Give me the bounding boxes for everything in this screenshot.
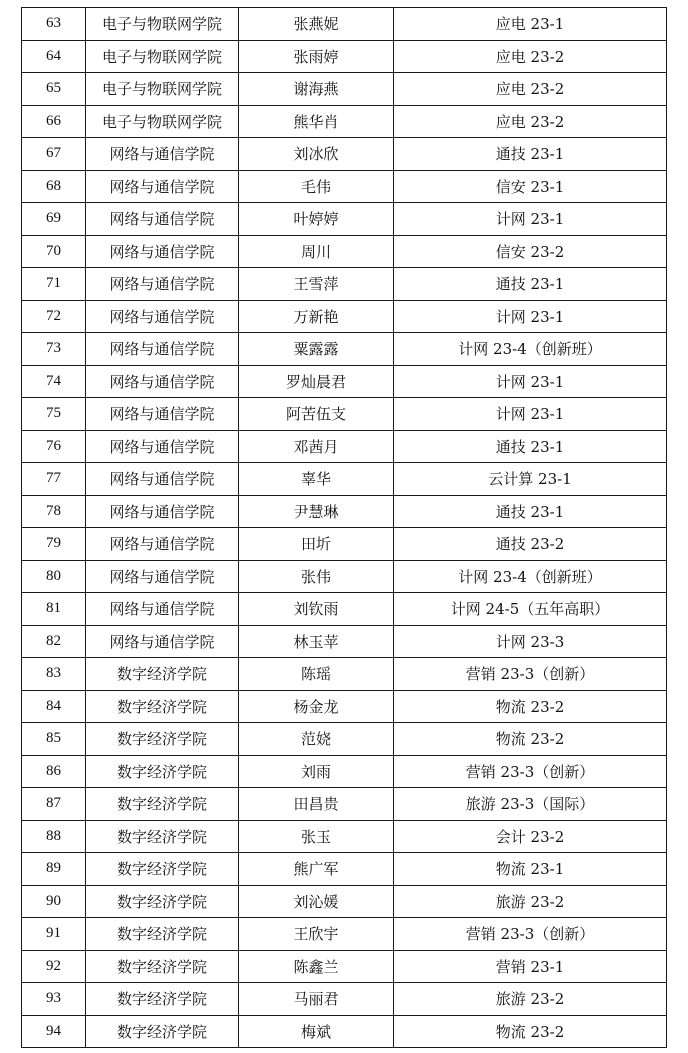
student-name-cell: 王欣宇: [239, 918, 394, 951]
row-number-cell: 75: [22, 398, 86, 431]
student-name-cell: 毛伟: [239, 170, 394, 203]
row-number-cell: 87: [22, 788, 86, 821]
student-name-cell: 熊广军: [239, 853, 394, 886]
row-number-cell: 93: [22, 983, 86, 1016]
college-cell: 网络与通信学院: [86, 203, 239, 236]
row-number-cell: 77: [22, 463, 86, 496]
table-row: [22, 105, 667, 138]
row-number-cell: 71: [22, 268, 86, 301]
table-row: [22, 463, 667, 496]
table-row: [22, 430, 667, 463]
row-number-cell: 78: [22, 495, 86, 528]
student-name-cell: 尹慧琳: [239, 495, 394, 528]
table-row: [22, 73, 667, 106]
row-number-cell: 84: [22, 690, 86, 723]
college-cell: 电子与物联网学院: [86, 8, 239, 41]
row-number-cell: 91: [22, 918, 86, 951]
class-cell: 信安 23-1: [394, 170, 667, 203]
student-name-cell: 刘沁媛: [239, 885, 394, 918]
row-number-cell: 72: [22, 300, 86, 333]
table-row: [22, 918, 667, 951]
table-row: [22, 203, 667, 236]
row-number-cell: 82: [22, 625, 86, 658]
row-number-cell: 74: [22, 365, 86, 398]
student-name-cell: 辜华: [239, 463, 394, 496]
class-cell: 计网 23-4（创新班）: [394, 560, 667, 593]
row-number-cell: 92: [22, 950, 86, 983]
class-cell: 旅游 23-3（国际）: [394, 788, 667, 821]
table-row: [22, 365, 667, 398]
row-number-cell: 89: [22, 853, 86, 886]
class-cell: 计网 23-1: [394, 300, 667, 333]
table-row: [22, 40, 667, 73]
college-cell: 网络与通信学院: [86, 463, 239, 496]
class-cell: 营销 23-3（创新）: [394, 918, 667, 951]
college-cell: 网络与通信学院: [86, 170, 239, 203]
class-cell: 营销 23-1: [394, 950, 667, 983]
student-name-cell: 刘雨: [239, 755, 394, 788]
row-number-cell: 94: [22, 1015, 86, 1048]
table-row: [22, 853, 667, 886]
student-name-cell: 粟露露: [239, 333, 394, 366]
college-cell: 网络与通信学院: [86, 495, 239, 528]
college-cell: 数字经济学院: [86, 853, 239, 886]
college-cell: 网络与通信学院: [86, 560, 239, 593]
row-number-cell: 64: [22, 40, 86, 73]
class-cell: 物流 23-2: [394, 723, 667, 756]
student-name-cell: 王雪萍: [239, 268, 394, 301]
class-cell: 物流 23-2: [394, 690, 667, 723]
row-number-cell: 69: [22, 203, 86, 236]
roster-sheet: [21, 7, 667, 1048]
table-row: [22, 8, 667, 41]
row-number-cell: 67: [22, 138, 86, 171]
college-cell: 数字经济学院: [86, 885, 239, 918]
table-row: [22, 398, 667, 431]
student-name-cell: 叶婷婷: [239, 203, 394, 236]
student-name-cell: 田圻: [239, 528, 394, 561]
student-name-cell: 万新艳: [239, 300, 394, 333]
class-cell: 计网 24-5（五年高职）: [394, 593, 667, 626]
college-cell: 数字经济学院: [86, 918, 239, 951]
table-row: [22, 300, 667, 333]
row-number-cell: 90: [22, 885, 86, 918]
student-name-cell: 张玉: [239, 820, 394, 853]
student-name-cell: 马丽君: [239, 983, 394, 1016]
college-cell: 网络与通信学院: [86, 365, 239, 398]
college-cell: 网络与通信学院: [86, 593, 239, 626]
college-cell: 数字经济学院: [86, 820, 239, 853]
student-name-cell: 张雨婷: [239, 40, 394, 73]
table-row: [22, 658, 667, 691]
student-name-cell: 周川: [239, 235, 394, 268]
college-cell: 网络与通信学院: [86, 528, 239, 561]
college-cell: 网络与通信学院: [86, 300, 239, 333]
class-cell: 通技 23-1: [394, 138, 667, 171]
class-cell: 物流 23-2: [394, 1015, 667, 1048]
class-cell: 计网 23-4（创新班）: [394, 333, 667, 366]
table-row: [22, 625, 667, 658]
student-name-cell: 张燕妮: [239, 8, 394, 41]
college-cell: 数字经济学院: [86, 755, 239, 788]
row-number-cell: 88: [22, 820, 86, 853]
row-number-cell: 81: [22, 593, 86, 626]
table-row: [22, 755, 667, 788]
class-cell: 应电 23-1: [394, 8, 667, 41]
row-number-cell: 83: [22, 658, 86, 691]
student-name-cell: 谢海燕: [239, 73, 394, 106]
table-row: [22, 333, 667, 366]
table-row: [22, 885, 667, 918]
college-cell: 网络与通信学院: [86, 268, 239, 301]
college-cell: 数字经济学院: [86, 1015, 239, 1048]
college-cell: 数字经济学院: [86, 723, 239, 756]
student-name-cell: 罗灿晨君: [239, 365, 394, 398]
class-cell: 信安 23-2: [394, 235, 667, 268]
row-number-cell: 66: [22, 105, 86, 138]
table-row: [22, 593, 667, 626]
row-number-cell: 80: [22, 560, 86, 593]
class-cell: 通技 23-2: [394, 528, 667, 561]
table-row: [22, 983, 667, 1016]
class-cell: 云计算 23-1: [394, 463, 667, 496]
row-number-cell: 63: [22, 8, 86, 41]
student-name-cell: 杨金龙: [239, 690, 394, 723]
roster-body: [22, 8, 667, 1048]
table-row: [22, 268, 667, 301]
row-number-cell: 65: [22, 73, 86, 106]
student-name-cell: 陈瑶: [239, 658, 394, 691]
row-number-cell: 85: [22, 723, 86, 756]
college-cell: 网络与通信学院: [86, 430, 239, 463]
college-cell: 网络与通信学院: [86, 138, 239, 171]
class-cell: 会计 23-2: [394, 820, 667, 853]
table-row: [22, 820, 667, 853]
table-row: [22, 528, 667, 561]
row-number-cell: 76: [22, 430, 86, 463]
college-cell: 数字经济学院: [86, 788, 239, 821]
class-cell: 旅游 23-2: [394, 983, 667, 1016]
class-cell: 计网 23-1: [394, 203, 667, 236]
class-cell: 应电 23-2: [394, 73, 667, 106]
class-cell: 计网 23-1: [394, 398, 667, 431]
row-number-cell: 68: [22, 170, 86, 203]
row-number-cell: 73: [22, 333, 86, 366]
class-cell: 应电 23-2: [394, 105, 667, 138]
class-cell: 通技 23-1: [394, 268, 667, 301]
student-name-cell: 张伟: [239, 560, 394, 593]
student-name-cell: 陈鑫兰: [239, 950, 394, 983]
college-cell: 网络与通信学院: [86, 333, 239, 366]
student-name-cell: 熊华肖: [239, 105, 394, 138]
college-cell: 网络与通信学院: [86, 625, 239, 658]
student-name-cell: 田昌贵: [239, 788, 394, 821]
student-name-cell: 梅斌: [239, 1015, 394, 1048]
college-cell: 电子与物联网学院: [86, 105, 239, 138]
table-row: [22, 950, 667, 983]
table-row: [22, 138, 667, 171]
student-name-cell: 林玉苹: [239, 625, 394, 658]
college-cell: 数字经济学院: [86, 983, 239, 1016]
row-number-cell: 86: [22, 755, 86, 788]
table-row: [22, 788, 667, 821]
college-cell: 数字经济学院: [86, 950, 239, 983]
table-row: [22, 560, 667, 593]
class-cell: 计网 23-1: [394, 365, 667, 398]
class-cell: 计网 23-3: [394, 625, 667, 658]
table-row: [22, 690, 667, 723]
class-cell: 营销 23-3（创新）: [394, 755, 667, 788]
table-row: [22, 170, 667, 203]
student-name-cell: 阿苦伍支: [239, 398, 394, 431]
student-roster-table: [21, 7, 667, 1048]
row-number-cell: 79: [22, 528, 86, 561]
college-cell: 数字经济学院: [86, 690, 239, 723]
class-cell: 通技 23-1: [394, 430, 667, 463]
student-name-cell: 范娆: [239, 723, 394, 756]
college-cell: 电子与物联网学院: [86, 40, 239, 73]
class-cell: 通技 23-1: [394, 495, 667, 528]
table-row: [22, 723, 667, 756]
class-cell: 物流 23-1: [394, 853, 667, 886]
row-number-cell: 70: [22, 235, 86, 268]
class-cell: 应电 23-2: [394, 40, 667, 73]
college-cell: 网络与通信学院: [86, 398, 239, 431]
table-row: [22, 235, 667, 268]
college-cell: 网络与通信学院: [86, 235, 239, 268]
table-row: [22, 495, 667, 528]
table-row: [22, 1015, 667, 1048]
class-cell: 旅游 23-2: [394, 885, 667, 918]
college-cell: 数字经济学院: [86, 658, 239, 691]
student-name-cell: 邓茜月: [239, 430, 394, 463]
student-name-cell: 刘钦雨: [239, 593, 394, 626]
class-cell: 营销 23-3（创新）: [394, 658, 667, 691]
student-name-cell: 刘冰欣: [239, 138, 394, 171]
college-cell: 电子与物联网学院: [86, 73, 239, 106]
